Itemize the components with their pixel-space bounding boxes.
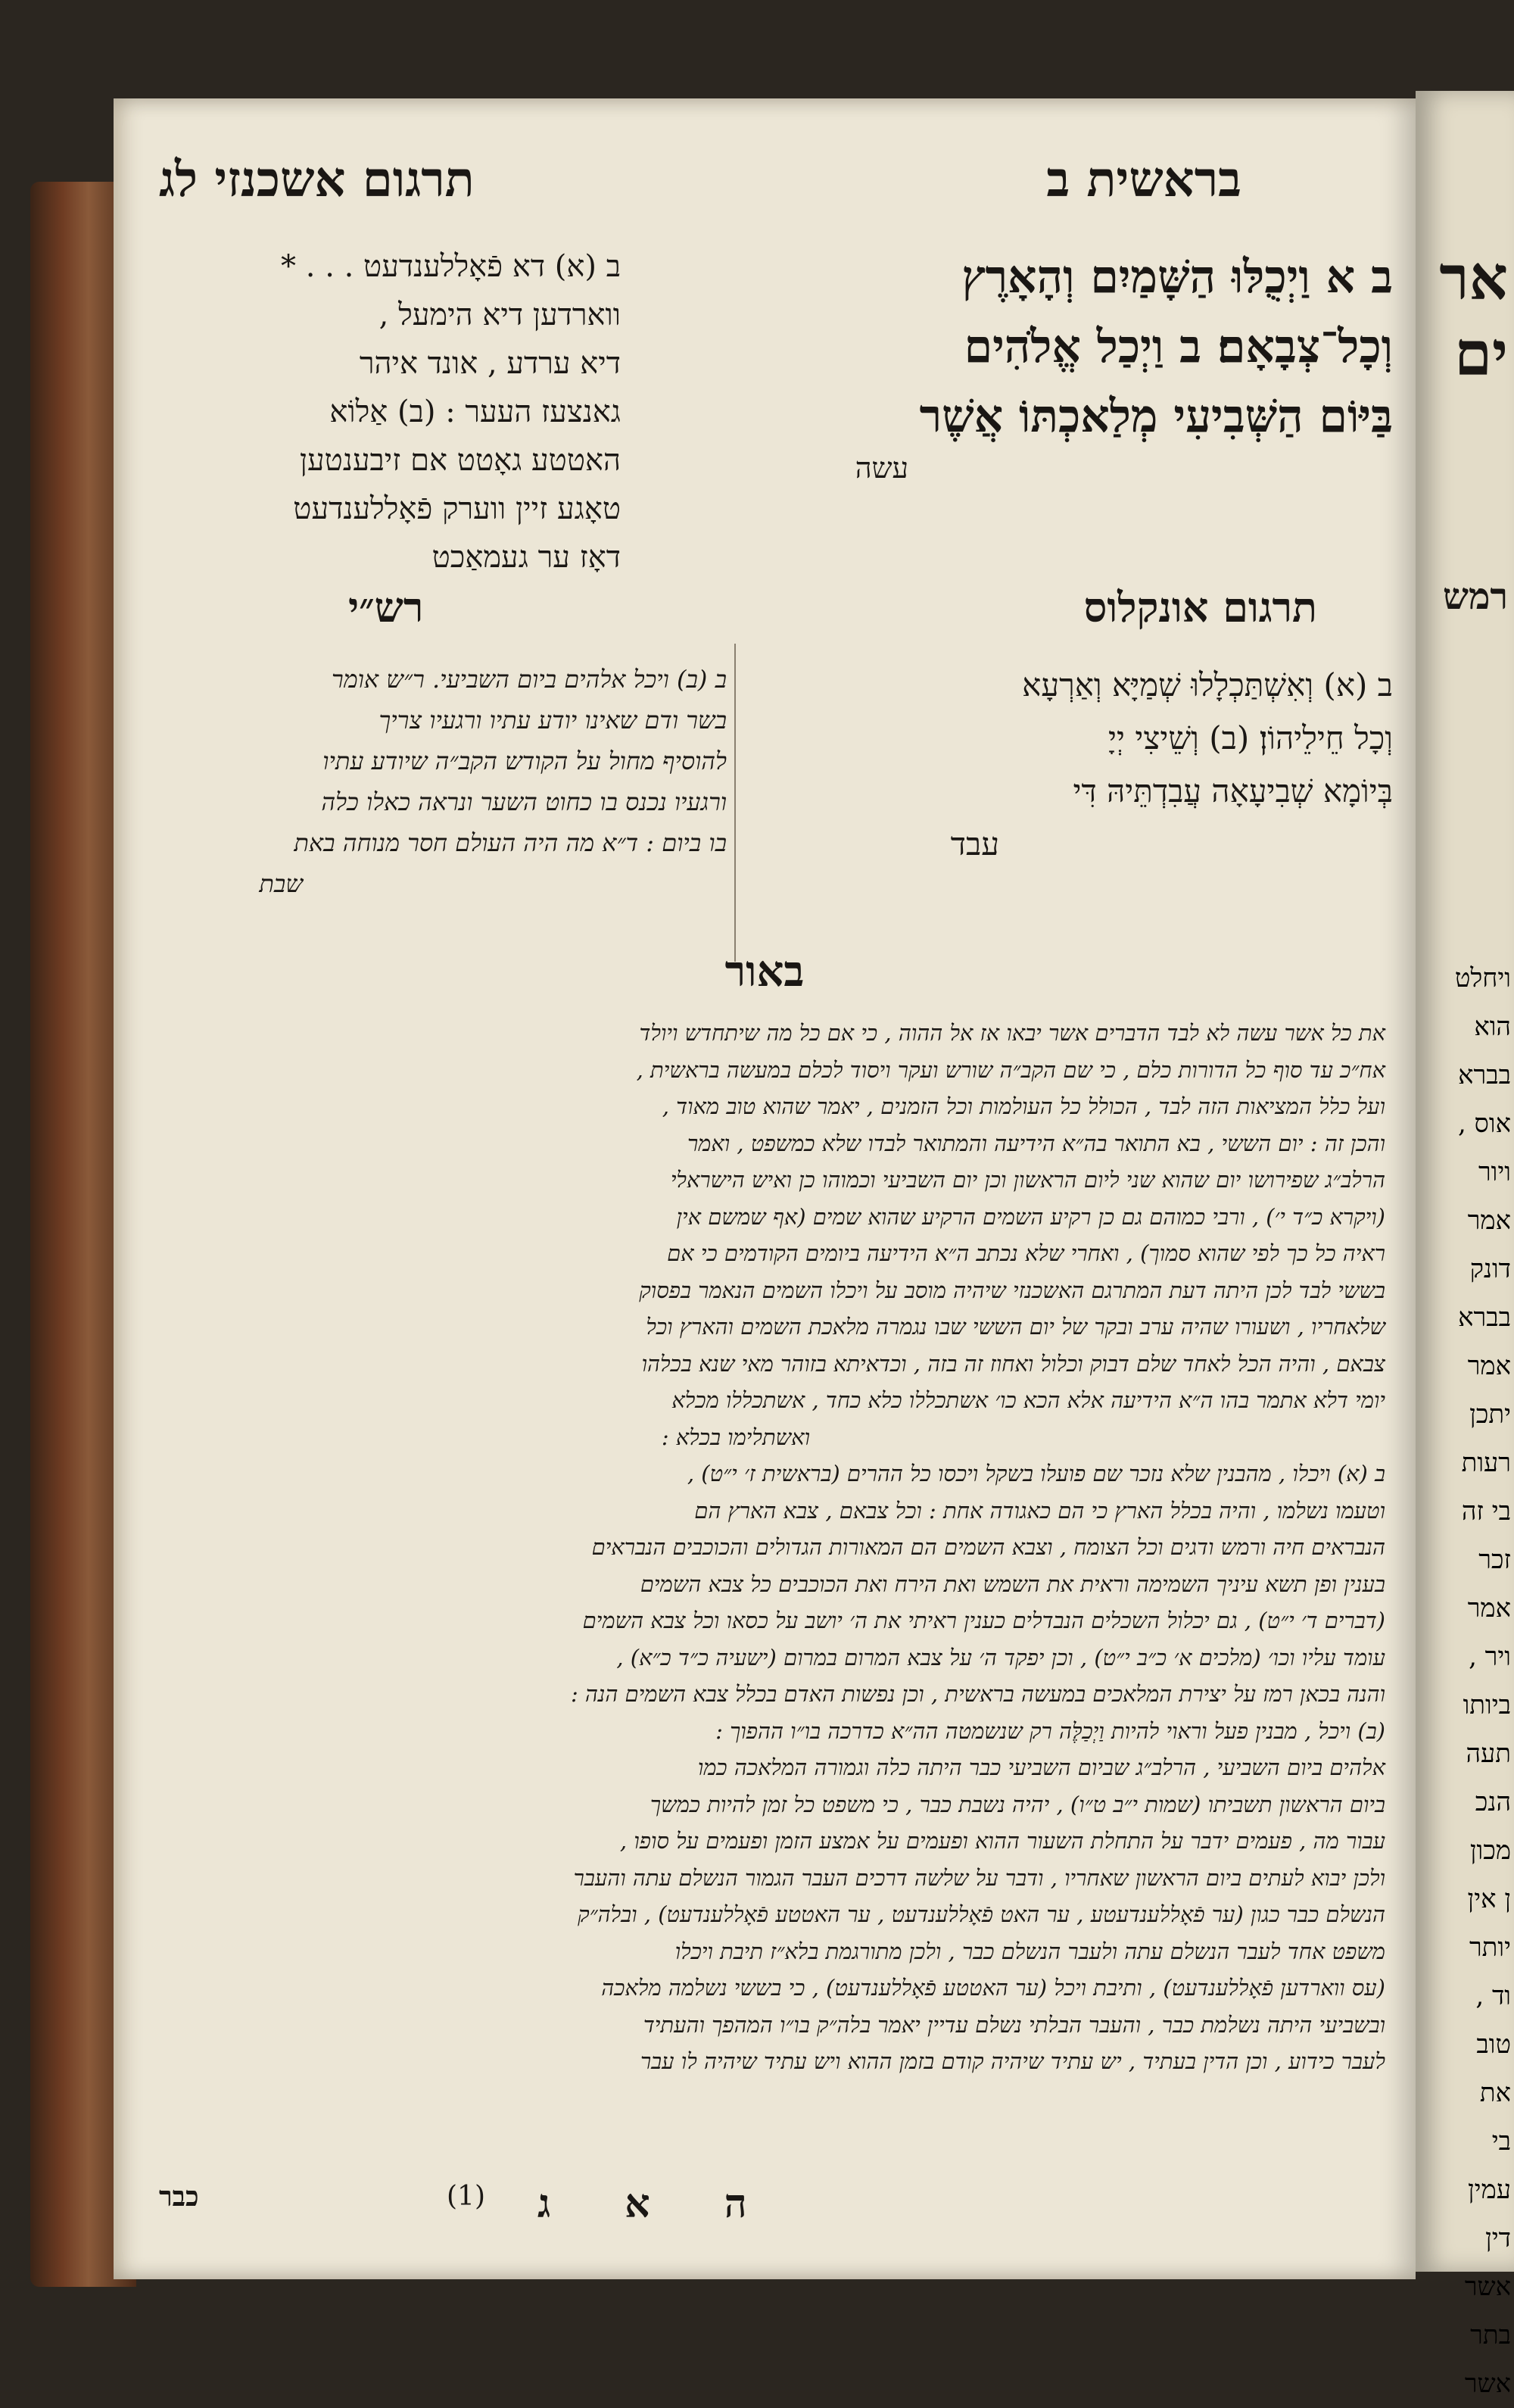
biur-line: (ב) ויכל , מבנין פעל וראוי להיות וַיְכַלֶּה רק שנשמטה הה״א כדרכה בו״ו ההפוך : (715, 1717, 1385, 1744)
facing-page-line: בי זה (1461, 1496, 1511, 1527)
facing-page-line: ויור (1478, 1157, 1511, 1187)
facing-page-line: תעה (1466, 1739, 1511, 1769)
onkelos-line: בְּיוֹמָא שְׁבִיעָאָה עֲבִדְתֵּיהּ דִּי (1073, 772, 1393, 809)
facing-page-line: ויחלט (1454, 963, 1511, 993)
onkelos-title: תרגום אונקלוס (1083, 583, 1317, 632)
biur-line: ועל כלל המציאות הזה לבד , הכולל כל העולמות וכל הזמנים , יאמר שהוא טוב מאוד , (662, 1093, 1385, 1119)
scripture-line: ב א וַיְכֻלּוּ הַשָּׁמַיִם וְהָאָרֶץ (961, 251, 1393, 304)
facing-page-line: דין (1485, 2223, 1511, 2254)
biur-line: הנבראים חיה ורמש ודגים וכל הצומח , וצבא השמים הם המאורות הגדולים והכוכבים הנבראים (591, 1534, 1385, 1560)
onkelos-line: ב (א) וְאִשְׁתַּכְלָלוּ שְׁמַיָּא וְאַרְעָא (1022, 666, 1393, 703)
page-footer (114, 2181, 1416, 2226)
biur-line: (ויקרא כ״ד י׳) , ורבי כמוהם גם כן רקיע השמים הרקיע שהוא שמים (אף שמשם אין (676, 1203, 1385, 1230)
rashi-line: להוסיף מחול על הקודש הקב״ה שיודע עתיו (322, 747, 727, 775)
facing-page-line: יותר (1469, 1932, 1511, 1963)
facing-page-line: את (1479, 2078, 1511, 2108)
yiddish-line: ווארדען דיא הימעל , (378, 298, 621, 332)
biur-line: (עס ווארדען פֿאָללענדעט) , ותיבת ויכל (ער האטטע פֿאָללענדעט) , כי בששי נשלמה מלאכה (601, 1975, 1385, 2001)
rashi-line: בשר ודם שאינו יודע עתיו ורגעיו צריך (378, 706, 727, 735)
facing-page-line: בתר (1470, 2320, 1511, 2350)
facing-page-line: אמר (1467, 1351, 1511, 1381)
facing-page-line: בי (1491, 2126, 1511, 2157)
rashi-line: בו ביום : ד״א מה היה העולם חסר מנוחה באת (294, 828, 727, 857)
biur-line: את כל אשר עשה לא לבד הדברים אשר יבאו אז אל ההוה , כי אם כל מה שיתחדש ויולד (639, 1020, 1385, 1046)
biur-line: ראיה כל כך לפי שהוא סמוך) , ואחרי שלא נכתב ה״א הידיעה ביומים הקודמים כי אם (667, 1240, 1385, 1266)
scripture-catchword: עשה (855, 451, 908, 485)
facing-page-line: הוא (1474, 1012, 1511, 1042)
yiddish-line: דיא ערדע , אונד איהר (359, 346, 621, 381)
facing-page-line: מכון (1469, 1836, 1511, 1866)
biur-line: הנשלם כבר כגון (ער פֿאָללענדעטע , ער האט פֿאָללענדעט , ער האטטע פֿאָללענדעט) , ובלה״ק (578, 1901, 1385, 1927)
biur-line: עומד עליו וכו׳ (מלכים א׳ כ״ב י״ט) , וכן יפקד ה׳ על צבא המרום במרום (ישעיה כ״ד כ״א) , (616, 1644, 1385, 1670)
onkelos-line: עבד (950, 825, 999, 862)
facing-page-line: ן אין (1467, 1884, 1511, 1914)
biur-line: ביום הראשון תשביתו (שמות י״ב ט״ו) , יהיה נשבת כבר , כי משפט כל זמן להיות כמשך (650, 1791, 1385, 1817)
biur-line: ואשתלימו בכלא : (661, 1424, 810, 1450)
biur-line: יומי דלא אתמר בהו ה״א הידיעה אלא הכא כו׳ אשתכללו כלא כחד , אשתכללו מכלא (671, 1387, 1385, 1413)
facing-page-line: זכר (1478, 1545, 1511, 1575)
rashi-text (159, 659, 727, 904)
facing-page-fragment: אר (1439, 242, 1508, 313)
facing-page-line: הנכ (1475, 1787, 1511, 1817)
facing-page-line: אמר (1467, 1206, 1511, 1236)
facing-page-line: בברא (1458, 1060, 1511, 1090)
facing-page-line: עמין (1468, 2175, 1511, 2205)
biur-line: בששי לבד לכן היתה דעת המתרגם האשכנזי שיהיה מוסב על ויכלו השמים הנאמר בפסוק (639, 1277, 1385, 1303)
facing-page-fragment: ים (1454, 318, 1508, 389)
facing-page-lines (1420, 954, 1511, 2408)
biur-line: ולכן יבוא לעתים ביום הראשון שאחריו , ודבר על שלשה דרכים העבר הגמור הנשלם עתה והעבר (573, 1864, 1385, 1891)
facing-page-line: וד , (1475, 1981, 1511, 2011)
biur-line: הרלב״ג שפירושו יום שהוא שני ליום הראשון וכן יום השביעי וכמוהו כן ואיש הישראלי (670, 1167, 1385, 1193)
yiddish-translation (151, 242, 621, 582)
signature-mark: ה א ג (537, 2181, 777, 2227)
onkelos-line: וְכָל חֵילֵיהוֹן׃ (ב) וְשֵׁיצִי יְיָ (1107, 719, 1393, 756)
biur-commentary (144, 1015, 1385, 2080)
facing-page-line: אמר (1467, 1593, 1511, 1624)
yiddish-line: טאָגע זיין ווערק פֿאָללענדעט (293, 491, 621, 526)
facing-page-line: דונק (1469, 1254, 1511, 1284)
biur-line: (דברים ד׳ י״ט) , גם יכלול השכלים הנבדלים כענין ראיתי את ה׳ יושב על כסאו וכל צבא השמים (582, 1608, 1385, 1633)
biur-line: והנה בכאן רמז על יצירת המלאכים במעשה בראשית , וכן נפשות האדם בכלל צבא השמים הנה : (570, 1681, 1385, 1707)
biur-line: אח״כ עד סוף כל הדורות כלם , כי שם הקב״ה שורש ועקר ויסוד לכלם במעשה בראשית , (636, 1056, 1385, 1083)
footer-catchword: כבר (159, 2181, 199, 2213)
facing-page-line: אשר (1464, 2272, 1511, 2302)
biur-line: שלאחריו , ושעורו שהיה ערב ובקר של יום הששי שבו נגמרה מלאכת השמים והארץ וכל (646, 1314, 1385, 1340)
facing-page-line: טוב (1476, 2029, 1511, 2060)
biur-line: לעבר כידוע , וכן הדין בעתיד , יש עתיד שיהיה קודם בזמן ההוא ויש עתיד שיהיה לו עבר (640, 2048, 1385, 2074)
facing-page-edge (1416, 91, 1514, 2399)
column-divider (734, 644, 736, 962)
book-page (114, 98, 1416, 2279)
biur-line: אלהים ביום השביעי , הרלב״ג שביום השביעי כבר היתה כלה וגמורה המלאכה כמו (697, 1755, 1385, 1780)
rashi-line: שבת (259, 869, 303, 898)
facing-page-line: יתכן (1469, 1399, 1511, 1430)
yiddish-line: האטטע גאָטט אם זיבענטען (299, 443, 621, 478)
yiddish-line: דאָז ער געמאַכט (431, 540, 621, 575)
biur-line: עבור מה , פעמים ידבר על התחלת השעור ההוא ופעמים על אמצע הזמן ופעמים על סופו , (619, 1828, 1385, 1854)
scripture-line: בַּיּוֹם הַשְּׁבִיעִי מְלַאכְתּוֹ אֲשֶׁר (919, 390, 1393, 443)
biur-line: בענין ופן תשא עיניך השמימה וראית את השמש ואת הירח ואת הכוכבים כל צבא השמים (640, 1571, 1385, 1597)
facing-page-fragment: רמש (1442, 575, 1508, 618)
biur-title: באור (724, 947, 805, 997)
facing-page-line: רעות (1461, 1448, 1511, 1478)
scripture-text (696, 242, 1393, 485)
facing-page-line: ביותו (1463, 1690, 1511, 1720)
scripture-line: וְכָל־צְבָאָם׃ ב וַיְכַל אֱלֹהִים (964, 320, 1393, 373)
facing-page-line: אוס , (1457, 1109, 1511, 1139)
biur-line: ובשביעי היתה נשלמת כבר , והעבר הבלתי נשלם עדיין יאמר בלה״ק בו״ו המהפך והעתיד (643, 2011, 1385, 2038)
signature-number: (1) (447, 2181, 485, 2212)
biur-line: משפט אחד לעבר הנשלם עתה ולעבר הנשלם כבר , ולכן מתורגמת בלא״ז תיבת ויכלו (674, 1938, 1385, 1964)
rashi-line: ורגעיו נכנס בו כחוט השער ונראה כאלו כלה (321, 788, 727, 816)
facing-page-line: בברא (1458, 1302, 1511, 1333)
onkelos-text (818, 659, 1393, 871)
biur-line: והכן זה : יום הששי , בא התואר בה״א הידיעה והמתואר לבדו שלא כמשפט , ואמר (687, 1130, 1385, 1156)
running-head-book: בראשית ב (1046, 151, 1241, 208)
facing-page-line: אשר (1464, 2369, 1511, 2399)
facing-page-line: ויר , (1469, 1642, 1511, 1672)
rashi-title: רש״י (348, 583, 424, 632)
yiddish-line: גאנצעז העער : (ב) אַלוֹא (329, 395, 621, 429)
rashi-line: ב (ב) ויכל אלהים ביום השביעי. ר״ש אומר (332, 665, 727, 694)
yiddish-line: ב (א) דא פֿאָללענדעט . . . * (281, 249, 621, 284)
biur-line: ב (א) ויכלו , מהבנין שלא נזכר שם פועלו בשקל ויכסו כל ההרים (בראשית ז׳ י״ט) , (687, 1461, 1385, 1486)
running-head-targum: תרגום אשכנזי לג (159, 151, 475, 208)
biur-line: וטעמו נשלמו , והיה בכלל הארץ כי הם כאגודה אחת : וכל צבאם , צבא הארץ הם (694, 1497, 1385, 1524)
biur-line: צבאם , והיה הכל לאחד שלם דבוק וכלול ואחוז זה בזה , וכדאיתא בזוהר מאי שנא בכלהו (641, 1350, 1385, 1377)
